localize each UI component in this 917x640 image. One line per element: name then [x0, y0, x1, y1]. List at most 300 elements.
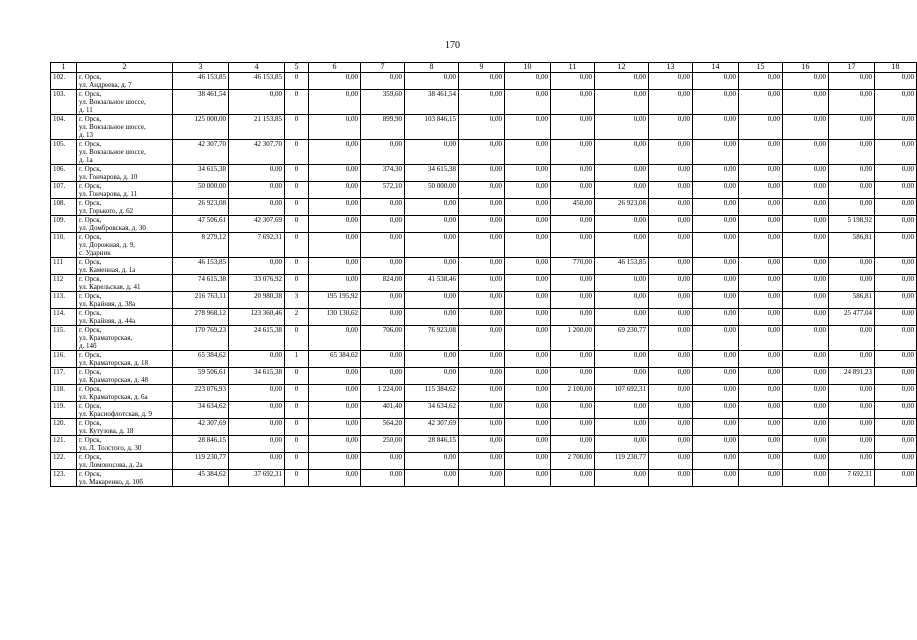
value-cell: 0,00: [309, 402, 361, 419]
value-cell: 0,00: [875, 165, 917, 182]
value-cell: 0,00: [783, 115, 829, 140]
address-line: ул. Краматорская, д. 6а: [79, 393, 148, 401]
value-cell: 0,00: [229, 436, 285, 453]
value-cell: 0,00: [551, 90, 595, 115]
value-cell: 0,00: [405, 140, 459, 165]
value-cell: 0,00: [551, 182, 595, 199]
address-line: г. Орск,: [79, 216, 102, 224]
value-cell: 0,00: [459, 199, 505, 216]
value-cell: 0,00: [739, 233, 783, 258]
value-cell: 42 307,69: [229, 216, 285, 233]
value-cell: 586,81: [829, 233, 875, 258]
value-cell: 0,00: [875, 309, 917, 326]
value-cell: 0,00: [459, 216, 505, 233]
value-cell: 0,00: [361, 258, 405, 275]
value-cell: 0,00: [309, 385, 361, 402]
address-line: ул. Крайняя, д. 38а: [79, 300, 136, 308]
value-cell: 1 200,00: [551, 326, 595, 351]
value-cell: 26 923,08: [595, 199, 649, 216]
value-cell: 0,00: [829, 326, 875, 351]
value-cell: 0,00: [459, 115, 505, 140]
value-cell: 65 384,62: [309, 351, 361, 368]
row-number: 111: [51, 258, 77, 275]
value-cell: 0,00: [829, 419, 875, 436]
value-cell: 0,00: [361, 368, 405, 385]
table-row: [51, 470, 917, 487]
value-cell: 74 615,38: [173, 275, 229, 292]
value-cell: 0,00: [309, 115, 361, 140]
value-cell: 0,00: [829, 351, 875, 368]
value-cell: 0,00: [739, 436, 783, 453]
value-cell: 103 846,15: [405, 115, 459, 140]
value-cell: 0,00: [505, 368, 551, 385]
address-line: г. Орск,: [79, 182, 102, 190]
value-cell: 0,00: [649, 326, 693, 351]
value-cell: 0,00: [649, 233, 693, 258]
row-number: 108.: [51, 199, 77, 216]
value-cell: 46 153,85: [595, 258, 649, 275]
value-cell: 0,00: [875, 90, 917, 115]
value-cell: 0,00: [361, 216, 405, 233]
value-cell: 0,00: [505, 453, 551, 470]
value-cell: 0,00: [505, 90, 551, 115]
table-row: [51, 368, 917, 385]
value-cell: 0,00: [783, 73, 829, 90]
value-cell: 38 461,54: [173, 90, 229, 115]
value-cell: 42 307,70: [173, 140, 229, 165]
value-cell: 0,00: [783, 233, 829, 258]
row-number: 110.: [51, 233, 77, 258]
value-cell: 0,00: [693, 453, 739, 470]
value-cell: 0,00: [595, 351, 649, 368]
value-cell: 0,00: [361, 470, 405, 487]
row-number: 114.: [51, 309, 77, 326]
value-cell: 0,00: [649, 182, 693, 199]
value-cell: 0,00: [309, 182, 361, 199]
row-number: 121.: [51, 436, 77, 453]
value-cell: 0,00: [361, 309, 405, 326]
value-cell: 0,00: [595, 90, 649, 115]
value-cell: 0,00: [829, 73, 875, 90]
address-line: д. 13: [79, 131, 94, 139]
value-cell: 0,00: [739, 351, 783, 368]
table-header-row: [51, 63, 917, 73]
address-line: ул. Вокзальное шоссе,: [79, 123, 146, 131]
value-cell: 0,00: [551, 470, 595, 487]
value-cell: 0,00: [649, 470, 693, 487]
value-cell: 0,00: [829, 90, 875, 115]
value-cell: 216 763,11: [173, 292, 229, 309]
value-cell: 0,00: [649, 258, 693, 275]
value-cell: 899,90: [361, 115, 405, 140]
address-line: ул. Дорожная, д. 9,: [79, 241, 136, 249]
value-cell: 0,00: [783, 309, 829, 326]
value-cell: 0,00: [459, 453, 505, 470]
row-number: 104.: [51, 115, 77, 140]
value-cell: 0,00: [693, 275, 739, 292]
value-cell: 119 230,77: [173, 453, 229, 470]
value-cell: 46 153,85: [229, 73, 285, 90]
value-cell: 0,00: [875, 368, 917, 385]
value-cell: 0,00: [649, 453, 693, 470]
value-cell: 0,00: [459, 419, 505, 436]
row-number: 112: [51, 275, 77, 292]
value-cell: 0,00: [595, 275, 649, 292]
value-cell: 0,00: [459, 351, 505, 368]
address-cell: [77, 275, 173, 292]
value-cell: 21 153,85: [229, 115, 285, 140]
table-row: [51, 140, 917, 165]
value-cell: 0,00: [309, 216, 361, 233]
address-line: г. Орск,: [79, 470, 102, 478]
value-cell: 0,00: [783, 402, 829, 419]
value-cell: 20 980,38: [229, 292, 285, 309]
value-cell: 0,00: [783, 436, 829, 453]
value-cell: 0,00: [459, 182, 505, 199]
value-cell: 2 700,00: [551, 453, 595, 470]
value-cell: 0,00: [693, 115, 739, 140]
value-cell: 0,00: [459, 165, 505, 182]
value-cell: 0,00: [875, 258, 917, 275]
row-number: 109.: [51, 216, 77, 233]
address-line: ул. Гончарова, д. 10: [79, 173, 138, 181]
value-cell: 0,00: [739, 453, 783, 470]
value-cell: 24 615,38: [229, 326, 285, 351]
value-cell: 0,00: [649, 309, 693, 326]
row-number: 120.: [51, 419, 77, 436]
value-cell: 0,00: [505, 165, 551, 182]
value-cell: 0,00: [229, 385, 285, 402]
value-cell: 0: [285, 368, 309, 385]
address-cell: [77, 258, 173, 275]
column-header: 9: [459, 63, 505, 73]
value-cell: 0,00: [405, 309, 459, 326]
value-cell: 1 224,00: [361, 385, 405, 402]
value-cell: 0,00: [595, 402, 649, 419]
value-cell: 0,00: [739, 258, 783, 275]
value-cell: 50 000,00: [173, 182, 229, 199]
value-cell: 0,00: [459, 73, 505, 90]
value-cell: 0,00: [505, 419, 551, 436]
address-line: с. Ударник: [79, 249, 111, 257]
value-cell: 25 477,04: [829, 309, 875, 326]
row-number: 123.: [51, 470, 77, 487]
value-cell: 0,00: [405, 258, 459, 275]
value-cell: 0: [285, 216, 309, 233]
value-cell: 0,00: [739, 385, 783, 402]
value-cell: 0,00: [649, 73, 693, 90]
value-cell: 0: [285, 402, 309, 419]
value-cell: 0,00: [405, 233, 459, 258]
table-row: [51, 309, 917, 326]
table-row: [51, 258, 917, 275]
value-cell: 250,00: [361, 436, 405, 453]
value-cell: 0,00: [693, 199, 739, 216]
value-cell: 24 891,23: [829, 368, 875, 385]
column-header: 13: [649, 63, 693, 73]
value-cell: 0,00: [649, 140, 693, 165]
value-cell: 0,00: [459, 368, 505, 385]
table-row: [51, 385, 917, 402]
table-row: [51, 90, 917, 115]
value-cell: 42 307,69: [173, 419, 229, 436]
value-cell: 0: [285, 453, 309, 470]
address-cell: [77, 351, 173, 368]
value-cell: 0,00: [551, 436, 595, 453]
value-cell: 0: [285, 275, 309, 292]
address-line: ул. Андреева, д. 7: [79, 81, 132, 89]
value-cell: 0,00: [739, 140, 783, 165]
address-line: ул. Карельская, д. 41: [79, 283, 141, 291]
address-line: ул. Домбровская, д. 30: [79, 224, 146, 232]
value-cell: 7 692,31: [229, 233, 285, 258]
value-cell: 0,00: [875, 140, 917, 165]
value-cell: 0,00: [783, 419, 829, 436]
value-cell: 0,00: [309, 90, 361, 115]
value-cell: 0,00: [783, 165, 829, 182]
address-line: д. 11: [79, 106, 93, 114]
value-cell: 0,00: [505, 351, 551, 368]
value-cell: 0: [285, 199, 309, 216]
address-cell: [77, 140, 173, 165]
table-row: [51, 73, 917, 90]
address-cell: [77, 368, 173, 385]
table-row: [51, 216, 917, 233]
value-cell: 0,00: [649, 216, 693, 233]
value-cell: 0,00: [309, 165, 361, 182]
value-cell: 0,00: [649, 402, 693, 419]
value-cell: 0,00: [459, 470, 505, 487]
value-cell: 0,00: [739, 115, 783, 140]
value-cell: 0: [285, 182, 309, 199]
value-cell: 0,00: [739, 419, 783, 436]
value-cell: 0,00: [505, 275, 551, 292]
table-row: [51, 436, 917, 453]
value-cell: 0,00: [693, 402, 739, 419]
value-cell: 0,00: [783, 182, 829, 199]
value-cell: 0,00: [875, 216, 917, 233]
value-cell: 0,00: [783, 368, 829, 385]
value-cell: 0,00: [551, 165, 595, 182]
value-cell: 0,00: [649, 292, 693, 309]
address-cell: [77, 402, 173, 419]
value-cell: 0,00: [875, 326, 917, 351]
value-cell: 0,00: [361, 199, 405, 216]
value-cell: 0,00: [875, 233, 917, 258]
address-cell: [77, 182, 173, 199]
value-cell: 5 198,92: [829, 216, 875, 233]
value-cell: 195 195,92: [309, 292, 361, 309]
value-cell: 123 360,46: [229, 309, 285, 326]
value-cell: 34 615,38: [173, 165, 229, 182]
row-number: 106.: [51, 165, 77, 182]
value-cell: 278 968,12: [173, 309, 229, 326]
value-cell: 0: [285, 326, 309, 351]
value-cell: 0: [285, 436, 309, 453]
column-header: 10: [505, 63, 551, 73]
value-cell: 0,00: [595, 233, 649, 258]
value-cell: 0,00: [595, 470, 649, 487]
value-cell: 0,00: [875, 292, 917, 309]
table-row: [51, 326, 917, 351]
value-cell: 119 230,77: [595, 453, 649, 470]
value-cell: 0,00: [739, 292, 783, 309]
value-cell: 0,00: [875, 115, 917, 140]
table-row: [51, 275, 917, 292]
value-cell: 450,00: [551, 199, 595, 216]
address-line: ул. Горького, д. 62: [79, 207, 134, 215]
column-header: 17: [829, 63, 875, 73]
value-cell: 0,00: [405, 453, 459, 470]
value-cell: 0,00: [551, 351, 595, 368]
value-cell: 34 634,62: [405, 402, 459, 419]
value-cell: 0,00: [649, 165, 693, 182]
address-line: ул. Каменная, д. 1а: [79, 266, 136, 274]
address-line: г. Орск,: [79, 233, 102, 241]
value-cell: 0,00: [505, 309, 551, 326]
value-cell: 0,00: [459, 309, 505, 326]
value-cell: 41 538,46: [405, 275, 459, 292]
value-cell: 0,00: [693, 436, 739, 453]
row-number: 105.: [51, 140, 77, 165]
value-cell: 0: [285, 470, 309, 487]
value-cell: 0,00: [783, 140, 829, 165]
value-cell: 0,00: [505, 182, 551, 199]
value-cell: 0,00: [229, 258, 285, 275]
address-line: ул. Вокзальное шоссе,: [79, 148, 146, 156]
value-cell: 0,00: [595, 216, 649, 233]
table-row: [51, 453, 917, 470]
value-cell: 34 634,62: [173, 402, 229, 419]
value-cell: 0,00: [693, 292, 739, 309]
value-cell: 2: [285, 309, 309, 326]
address-line: д. 1а: [79, 156, 93, 164]
value-cell: 76 923,08: [405, 326, 459, 351]
value-cell: 0,00: [783, 199, 829, 216]
value-cell: 0,00: [649, 385, 693, 402]
value-cell: 0: [285, 233, 309, 258]
value-cell: 0,00: [551, 368, 595, 385]
value-cell: 125 000,00: [173, 115, 229, 140]
value-cell: 0,00: [829, 182, 875, 199]
address-line: г. Орск,: [79, 292, 102, 300]
value-cell: 0,00: [361, 233, 405, 258]
value-cell: 0,00: [309, 368, 361, 385]
address-line: г. Орск,: [79, 368, 102, 376]
value-cell: 706,00: [361, 326, 405, 351]
value-cell: 0,00: [739, 309, 783, 326]
value-cell: 0,00: [229, 165, 285, 182]
value-cell: 0,00: [505, 402, 551, 419]
value-cell: 0,00: [739, 165, 783, 182]
value-cell: 0,00: [875, 73, 917, 90]
value-cell: 0,00: [693, 351, 739, 368]
value-cell: 0,00: [783, 90, 829, 115]
value-cell: 0,00: [505, 233, 551, 258]
value-cell: 0,00: [649, 199, 693, 216]
value-cell: 0,00: [361, 453, 405, 470]
value-cell: 42 307,70: [229, 140, 285, 165]
value-cell: 0,00: [595, 368, 649, 385]
value-cell: 0,00: [551, 419, 595, 436]
value-cell: 115 384,62: [405, 385, 459, 402]
row-number: 115.: [51, 326, 77, 351]
value-cell: 0,00: [693, 385, 739, 402]
value-cell: 359,60: [361, 90, 405, 115]
value-cell: 0,00: [309, 453, 361, 470]
address-line: ул. Макаренко, д. 10б: [79, 478, 143, 486]
value-cell: 572,10: [361, 182, 405, 199]
value-cell: 0,00: [693, 309, 739, 326]
row-number: 102.: [51, 73, 77, 90]
value-cell: 0,00: [229, 419, 285, 436]
value-cell: 0,00: [459, 258, 505, 275]
value-cell: 0,00: [459, 326, 505, 351]
value-cell: 0,00: [739, 402, 783, 419]
value-cell: 130 130,62: [309, 309, 361, 326]
row-number: 103.: [51, 90, 77, 115]
value-cell: 0,00: [693, 216, 739, 233]
address-line: г. Орск,: [79, 419, 102, 427]
value-cell: 0,00: [459, 233, 505, 258]
column-header: 6: [309, 63, 361, 73]
column-header: 2: [77, 63, 173, 73]
value-cell: 0,00: [505, 73, 551, 90]
column-header: 15: [739, 63, 783, 73]
address-cell: [77, 326, 173, 351]
value-cell: 0,00: [693, 258, 739, 275]
value-cell: 0,00: [309, 275, 361, 292]
value-cell: 0,00: [309, 140, 361, 165]
value-cell: 0,00: [309, 419, 361, 436]
value-cell: 0,00: [505, 115, 551, 140]
value-cell: 0,00: [405, 73, 459, 90]
value-cell: 0,00: [739, 73, 783, 90]
value-cell: 170 769,23: [173, 326, 229, 351]
value-cell: 28 846,15: [173, 436, 229, 453]
address-cell: [77, 309, 173, 326]
address-line: ул. Ломоносова, д. 2а: [79, 461, 143, 469]
value-cell: 0,00: [309, 258, 361, 275]
value-cell: 0,00: [309, 470, 361, 487]
value-cell: 770,00: [551, 258, 595, 275]
address-cell: [77, 115, 173, 140]
value-cell: 0,00: [309, 436, 361, 453]
value-cell: 374,30: [361, 165, 405, 182]
value-cell: 0,00: [693, 419, 739, 436]
value-cell: 0,00: [649, 90, 693, 115]
value-cell: 0,00: [829, 165, 875, 182]
address-cell: [77, 385, 173, 402]
row-number: 117.: [51, 368, 77, 385]
address-line: г. Орск,: [79, 326, 102, 334]
column-header: 14: [693, 63, 739, 73]
row-number: 122.: [51, 453, 77, 470]
value-cell: 0,00: [595, 182, 649, 199]
value-cell: 0,00: [595, 115, 649, 140]
value-cell: 0,00: [361, 292, 405, 309]
value-cell: 0,00: [595, 140, 649, 165]
value-cell: 0,00: [875, 419, 917, 436]
value-cell: 401,40: [361, 402, 405, 419]
value-cell: 0,00: [875, 385, 917, 402]
value-cell: 0,00: [505, 436, 551, 453]
address-line: г. Орск,: [79, 199, 102, 207]
row-number: 116.: [51, 351, 77, 368]
value-cell: 0,00: [309, 326, 361, 351]
address-line: г. Орск,: [79, 402, 102, 410]
value-cell: 69 230,77: [595, 326, 649, 351]
